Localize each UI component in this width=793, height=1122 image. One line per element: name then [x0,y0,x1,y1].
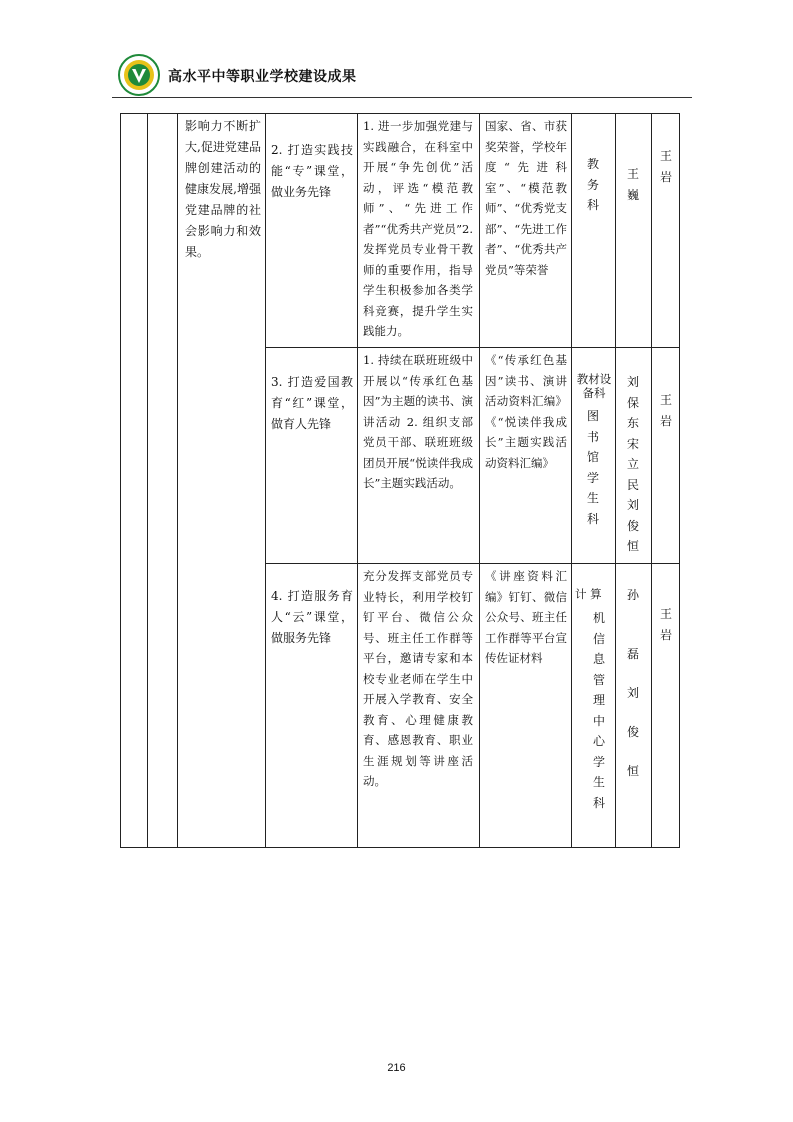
measure-cell: 1. 进一步加强党建与实践融合，在科室中开展“争先创优”活动，评选“模范教师”、“先进工作者”“优秀共产党员”2. 发挥党员专业骨干教师的重要作用，指导学生积极参加各类学科竞赛，提升学生实践能力。 [363,119,473,338]
page-number: 216 [387,1062,406,1074]
dept-cell-top: 教材设备科 [576,372,612,400]
page-header [112,50,692,100]
outcome-cell: 《讲座资料汇编》钉钉、微信公众号、班主任工作群等平台宣传佐证材料 [485,569,567,665]
measure-cell: 1. 持续在联班班级中开展以“传承红色基因”为主题的读书、演讲活动 2. 组织支部党员干部、联班班级团员开展“悦读伴我成长”主题实践活动。 [363,353,473,490]
column-divider [177,114,178,847]
header-divider [112,97,692,98]
measure-cell: 充分发挥支部党员专业特长，利用学校钉钉平台、微信公众号、班主任工作群等平台，邀请专家和本校专业老师在学生中开展入学教育、安全教育、心理健康教育、感恩教育、职业生涯规划等讲座活动。 [363,569,473,788]
leader-cell: 王 岩 [659,607,672,642]
column-divider [357,114,358,847]
outcome-cell: 《“传承红色基因”读书、演讲活动资料汇编》《“悦读伴我成长”主题实践活动资料汇编》 [485,353,567,470]
column-divider [479,114,480,847]
school-logo [118,54,160,96]
row-divider [265,563,679,564]
task-cell: 4. 打造服务育人“云”课堂，做服务先锋 [271,589,353,645]
leader-cell: 王 岩 [659,149,672,184]
outcome-cell: 国家、省、市获奖荣誉，学校年度“先进科室”、“模范教师”、“优秀党支部”、“先进工作者”、“优秀共产党员”等荣誉 [485,119,567,277]
column-divider [651,114,652,847]
person-cell: 刘 保 东 宋 立 民 刘 俊 恒 [626,375,639,553]
person-cell: 孙 磊 刘 俊 恒 [626,588,639,778]
person-cell: 王 巍 [626,167,639,202]
task-cell: 2. 打造实践技能“专”课堂，做业务先锋 [271,143,353,199]
column-divider [147,114,148,847]
task-cell: 3. 打造爱国教育“红”课堂，做育人先锋 [271,375,353,431]
row-divider [265,347,679,348]
dept-cell: 教 务 科 [586,157,599,212]
leader-cell: 王 岩 [659,393,672,428]
goal-text: 影响力不断扩大,促进党建品牌创建活动的健康发展,增强党建品牌的社会影响力和效果。 [185,119,261,259]
dept-cell: 图 书 馆 学 生 科 [586,409,599,526]
header-title: 高水平中等职业学校建设成果 [168,69,357,85]
column-divider [265,114,266,847]
dept-cell: 机 信 息 管 理 中 心 学 生 科 [592,611,605,810]
dept-cell-top: 计 算 [575,587,602,601]
plan-table [120,113,680,848]
